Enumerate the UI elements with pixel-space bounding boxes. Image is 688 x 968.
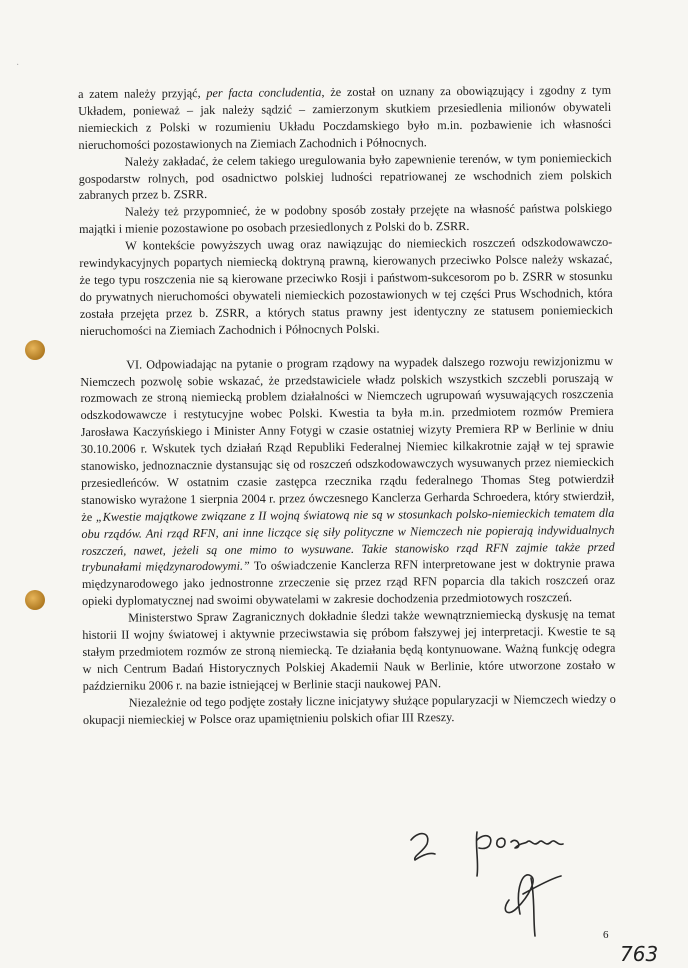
chancellor-quote: „Kwestie majątkowe związane z II wojną światową nie są w stosunkach polsko-niemieckich tematem dla obu rządów. Ani rząd RFN, ani inne liczące się siły polityczne w Niemczech nie popierają indywidualnych roszczeń, nawet, jeżeli są one mimo to wysuwane. Takie stanowisko rząd RFN zajmie także przed trybunałami międzynarodowymi.” bbox=[81, 505, 615, 575]
scan-mark: · bbox=[16, 60, 20, 71]
paragraph-4: W kontekście powyższych uwag oraz nawiązując do niemieckich roszczeń odszkodowawczo-rewindykacyjnych popartych niemiecką doktryną prawną, kierowanych przeciwko Polsce należy wskazać, że tego typu roszczenia nie są kierowane przeciwko Rosji i państwom-sukcesorom po b. ZSRR w stosunku do prywatnych nieruchomości obywateli niemieckich pozostawionych w tej części Prus Wschodnich, która została przejęta przez b. ZSRR, a których status prawny jest identyczny ze statusem poniemieckich nieruchomości na Ziemiach Zachodnich i Północnych Polski. bbox=[79, 234, 613, 338]
punch-hole-top bbox=[25, 340, 45, 360]
paragraph-3: Należy też przypomnieć, że w podobny sposób zostały przejęte na własność państwa polskiego majątki i mienie pozostawione po osobach przesiedlonych z Polski do b. ZSRR. bbox=[79, 201, 613, 237]
handwritten-signature bbox=[405, 818, 605, 948]
letter-body bbox=[78, 82, 616, 729]
paragraph-section-vi: VI. Odpowiadając na pytanie o program rządowy na wypadek dalszego rozwoju rewizjonizmu w Niemczech pozwolę sobie wskazać, że przedstawiciele władz polskich wszystkich szczebli poruszają w rozmowach ze stroną niemiecką problem działalności w Niemczech ugrupowań wysuwających roszczenia odszkodowawcze i restytucyjne wobec Polski. Kwestia ta była m.in. przedmiotem rozmów Premiera Jarosława Kaczyńskiego i Minister Anny Fotygi w czasie ostatniej wizyty Premiera RP w Berlinie w dniu 30.10.2006 r. Wskutek tych działań Rząd Republiki Federalnej Niemiec kilkakrotnie zajął w tej sprawie stanowisko, jednoznacznie dystansując się od roszczeń odszkodowawczych wysuwanych przez niemieckich przesiedleńców. W ostatnim czasie zastępca rzecznika rządu federalnego Thomas Steg potwierdził stanowisko wyrażone 1 sierpnia 2004 r. przez ówczesnego Kanclerza Gerharda Schroedera, który stwierdził, że „Kwestie majątkowe związane z II wojną światową nie są w stosunkach polsko-niemieckich tematem dla obu rządów. Ani rząd RFN, ani inne liczące się siły polityczne w Niemczech nie popierają indywidualnych roszczeń, nawet, jeżeli są one mimo to wysuwane. Takie stanowisko rząd RFN zajmie także przed trybunałami międzynarodowymi.” To oświadczenie Kanclerza RFN interpretowane jest w doktrynie prawa międzynarodowego jako jednostronne zrzeczenie się przez rząd RFN poparcia dla takich roszczeń oraz opieki dyplomatycznej nad swoimi obywatelami w zakresie dochodzenia przedmiotowych roszczeń. bbox=[80, 353, 615, 609]
paragraph-7: Niezależnie od tego podjęte zostały liczne inicjatywy służące popularyzacji w Niemczech wiedzy o okupacji niemieckiej w Polsce oraz upamiętnieniu polskich ofiar III Rzeszy. bbox=[82, 691, 616, 727]
archive-number: 763 bbox=[620, 942, 659, 966]
paragraph-6: Ministerstwo Spraw Zagranicznych dokładnie śledzi także wewnątrzniemiecką dyskusję na temat historii II wojny światowej i aktywnie przeciwstawia się próbom fałszywej jej interpretacji. Kwestie te są stałym przedmiotem rozmów ze stroną niemiecką. Te działania będą kontynuowane. Ważną funkcję odegra w nich Centrum Badań Historycznych Polskiej Akademii Nauk w Berlinie, które utworzone zostało w październiku 2006 r. na bazie istniejącej w Berlinie stacji naukowej PAN. bbox=[82, 606, 616, 693]
punch-hole-bottom bbox=[25, 590, 45, 610]
page-number: 6 bbox=[603, 929, 609, 941]
latin-phrase: per facta concludentia bbox=[206, 85, 322, 100]
paragraph-1: a zatem należy przyjąć, per facta concludentia, że został on uznany za obowiązujący i zgodny z tym Układem, ponieważ – jak należy sądzić – zamierzonym skutkiem przesiedlenia milionów obywateli niemieckich z Polski w rozumieniu Układu Poczdamskiego było m.in. pozbawienie ich własności nieruchomości pozostawionych na Ziemiach Zachodnich i Północnych. bbox=[78, 82, 612, 152]
paragraph-2: Należy zakładać, że celem takiego uregulowania było zapewnienie terenów, w tym poniemieckich gospodarstw rolnych, pod osadnictwo polskiej ludności repatriowanej ze wschodnich ziem polskich zabranych przez b. ZSRR. bbox=[78, 150, 612, 203]
